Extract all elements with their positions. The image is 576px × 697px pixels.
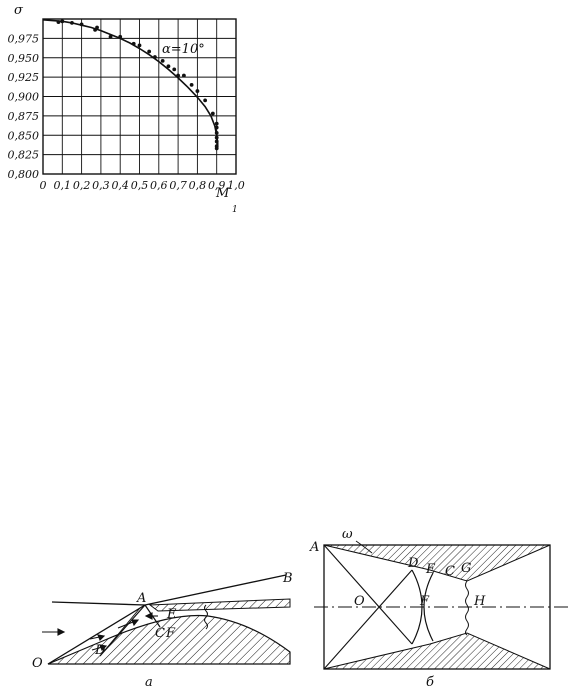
point-F-label: F <box>166 626 176 641</box>
point-O-label-b: O <box>354 594 365 609</box>
x-tick-label: 0 <box>39 179 47 192</box>
data-point <box>215 126 219 130</box>
data-point <box>203 98 207 102</box>
y-axis-label: σ <box>14 3 23 18</box>
data-point <box>161 59 165 63</box>
chart-grid <box>43 19 236 174</box>
data-point <box>167 64 171 68</box>
figure-b-channel-diagram <box>309 527 568 690</box>
data-point <box>95 26 99 30</box>
point-E-label-b: E <box>426 562 436 577</box>
point-C-label: C <box>155 626 165 641</box>
x-tick-label: 1,0 <box>227 179 245 192</box>
data-point <box>182 74 186 78</box>
data-point <box>153 55 157 59</box>
alpha-annotation: α=10° <box>162 42 205 57</box>
data-point <box>211 112 215 116</box>
y-tick-label: 0,800 <box>7 168 39 181</box>
x-tick-labels <box>40 179 245 192</box>
point-O-label: O <box>32 656 43 671</box>
x-tick-label: 0,9 <box>207 179 226 192</box>
data-point <box>215 131 219 135</box>
data-point <box>190 83 194 87</box>
upstream-stream-line <box>52 602 145 605</box>
figure-a-caption: а <box>145 675 153 690</box>
x-tick-label: 0,7 <box>169 179 187 192</box>
data-point <box>147 50 151 54</box>
y-tick-label: 0,925 <box>7 71 39 85</box>
y-tick-label: 0,850 <box>7 129 39 143</box>
upper-wall-hatched <box>324 545 550 581</box>
data-point <box>215 140 219 144</box>
point-A-label-b: A <box>310 540 320 555</box>
data-point <box>132 42 136 46</box>
y-tick-label: 0,975 <box>7 32 39 46</box>
sigma-vs-mach-chart <box>8 3 245 215</box>
normal-shock-wavy-GH <box>466 581 469 635</box>
point-F-label-b: F <box>420 594 430 609</box>
point-C-label-b: C <box>445 564 455 579</box>
figure-b-caption: б <box>426 675 434 690</box>
point-D-label: D <box>95 643 106 658</box>
y-tick-label: 0,900 <box>7 90 39 104</box>
point-B-label: B <box>283 571 293 586</box>
data-point <box>80 23 84 27</box>
data-point <box>215 136 219 140</box>
data-point <box>109 35 113 39</box>
x-axis-label-subscript: 1 <box>232 205 238 215</box>
y-tick-labels <box>8 32 40 181</box>
point-D-label-b: D <box>408 556 419 571</box>
x-tick-label: 0,3 <box>92 179 110 192</box>
y-tick-label: 0,875 <box>7 109 39 123</box>
point-H-label-b: H <box>474 594 486 609</box>
data-point <box>70 21 74 25</box>
y-tick-label: 0,825 <box>7 148 39 162</box>
data-point <box>138 43 142 47</box>
x-tick-label: 0,2 <box>72 179 91 192</box>
data-points <box>57 19 219 150</box>
point-G-label-b: G <box>461 561 472 576</box>
figure-a-intake-diagram <box>32 571 293 690</box>
y-tick-label: 0,950 <box>7 51 39 65</box>
x-tick-label: 0,6 <box>150 179 168 192</box>
data-point <box>176 74 180 78</box>
x-tick-label: 0,1 <box>53 179 72 192</box>
point-E-label: E <box>167 607 177 622</box>
x-tick-label: 0,5 <box>130 179 149 192</box>
x-axis-label: M <box>216 186 230 201</box>
data-point <box>196 89 200 93</box>
x-tick-label: 0,8 <box>188 179 207 192</box>
point-A-label: A <box>137 591 147 606</box>
data-point <box>118 35 122 39</box>
data-point <box>60 19 64 23</box>
data-point <box>57 20 61 24</box>
data-point <box>172 67 176 71</box>
x-tick-label: 0,4 <box>111 179 129 192</box>
data-point <box>215 122 219 126</box>
omega-label: ω <box>342 527 353 542</box>
data-point <box>215 147 219 151</box>
lower-wall-hatched <box>324 633 550 669</box>
